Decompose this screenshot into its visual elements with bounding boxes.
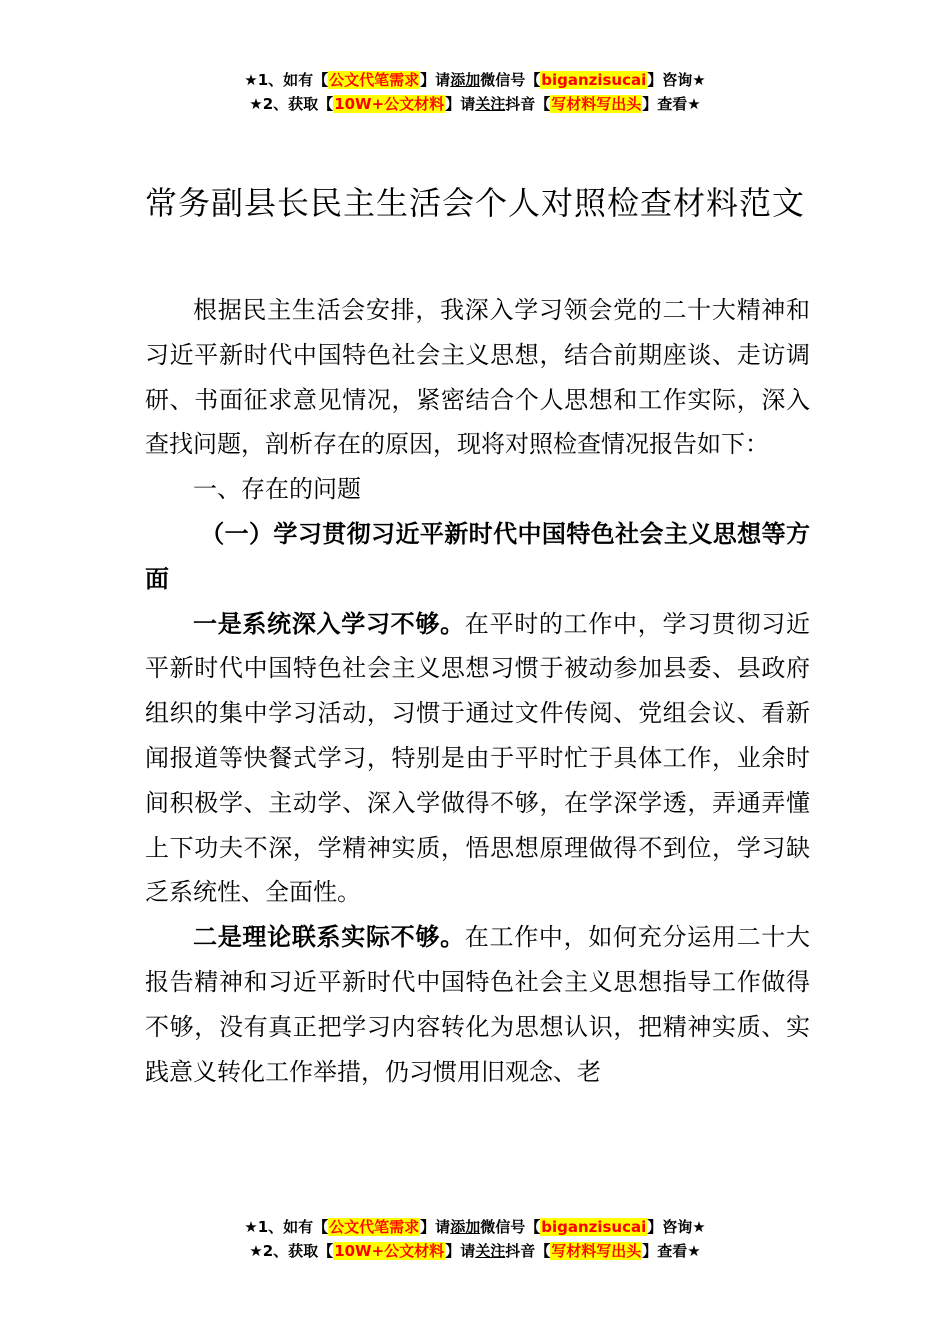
item-paragraph-2 [145,915,810,1094]
document-body [145,288,810,1094]
banner-text: 】请 [445,1242,476,1260]
banner-text: ★1、如有【 [244,71,329,89]
banner-underline: 关注 [475,95,506,113]
banner-text: ★2、获取【 [249,1242,334,1260]
bottom-banner [0,1215,950,1263]
document-title: 常务副县长民主生活会个人对照检查材料范文 [145,184,806,222]
item-text: 在工作中，如何充分运用二十大报告精神和习近平新时代中国特色社会主义思想指导工作做得不够，没有真正把学习内容转化为思想认识，把精神实质、实践意义转化工作举措，仍习惯用旧观念、老 [145,923,811,1086]
banner-text: ★2、获取【 [249,95,334,113]
banner-highlight: 10W+公文材料 [334,95,445,113]
subsection-heading: （一）学习贯彻习近平新时代中国特色社会主义思想等方面 [145,519,810,593]
banner-highlight: biganzisucai [541,1218,647,1236]
banner-highlight: 写材料写出头 [551,95,642,113]
item-lead: 二是理论联系实际不够。 [193,923,465,952]
item-lead: 一是系统深入学习不够。 [193,609,465,638]
banner-text: 】咨询★ [647,71,706,89]
banner-text: 微信号【 [480,1218,541,1236]
banner-text: 】查看★ [642,95,701,113]
banner-highlight: 10W+公文材料 [334,1242,445,1260]
banner-line-2 [0,1239,950,1263]
banner-text: 抖音【 [505,1242,551,1260]
banner-text: 微信号【 [480,71,541,89]
section-heading: 一、存在的问题 [193,475,361,504]
top-banner [0,68,950,116]
item-paragraph-1 [145,602,810,916]
banner-highlight: biganzisucai [541,71,647,89]
banner-text: 】请 [420,71,451,89]
banner-underline: 关注 [475,1242,506,1260]
banner-text: ★1、如有【 [244,1218,329,1236]
banner-underline: 添加 [450,71,481,89]
banner-highlight: 写材料写出头 [551,1242,642,1260]
banner-highlight: 公文代笔需求 [329,1218,420,1236]
banner-text: 】查看★ [642,1242,701,1260]
intro-paragraph: 根据民主生活会安排，我深入学习领会党的二十大精神和习近平新时代中国特色社会主义思想，结合前期座谈、走访调研、书面征求意见情况，紧密结合个人思想和工作实际，深入查找问题，剖析存在的原因，现将对照检查情况报告如下： [145,296,810,459]
banner-text: 抖音【 [505,95,551,113]
banner-highlight: 公文代笔需求 [329,71,420,89]
banner-text: 】咨询★ [647,1218,706,1236]
banner-text: 】请 [420,1218,451,1236]
banner-line-1 [0,68,950,92]
banner-line-1 [0,1215,950,1239]
item-text: 在平时的工作中，学习贯彻习近平新时代中国特色社会主义思想习惯于被动参加县委、县政府组织的集中学习活动，习惯于通过文件传阅、党组会议、看新闻报道等快餐式学习，特别是由于平时忙于具体工作，业余时间积极学、主动学、深入学做得不够，在学深学透，弄通弄懂上下功夫不深，学精神实质，悟思想原理做得不到位，学习缺乏系统性、全面性。 [145,609,811,907]
banner-text: 】请 [445,95,476,113]
banner-underline: 添加 [450,1218,481,1236]
banner-line-2 [0,92,950,116]
